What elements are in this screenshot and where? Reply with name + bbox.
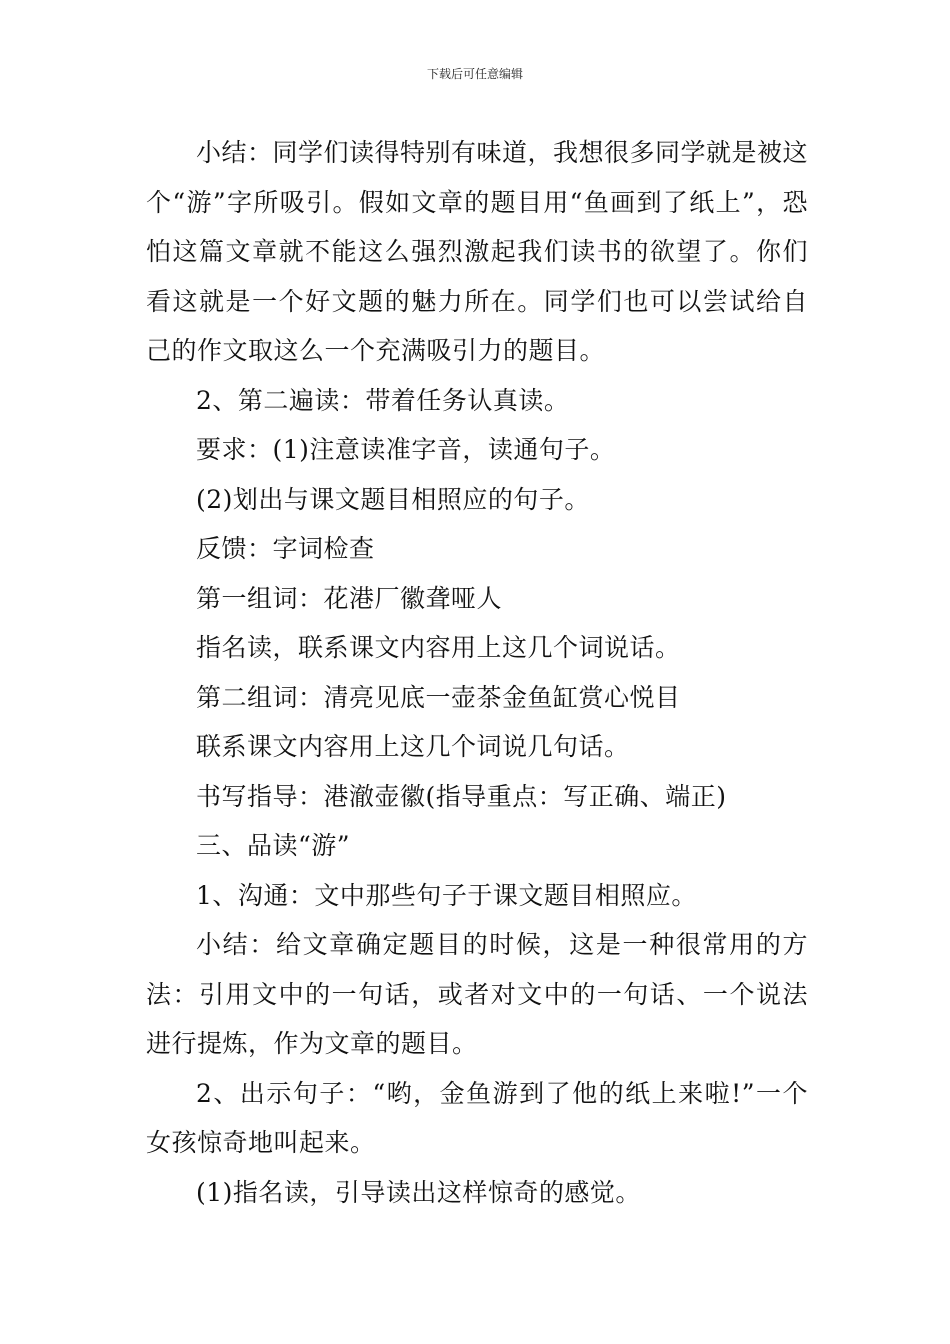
paragraph-summary-1: 小结：同学们读得特别有味道，我想很多同学就是被这个“游”字所吸引。假如文章的题目用“鱼画到了纸上”，恐怕这篇文章就不能这么强烈激起我们读书的欲望了。你们看这就是一个好文题的魅力所在。同学们也可以尝试给自己的作文取这么一个充满吸引力的题目。 [146,138,809,365]
paragraph-guided-reading: (1)指名读，引导读出这样惊奇的感觉。 [196,1177,641,1207]
section-heading-3: 三、品读“游” [196,831,351,860]
paragraph-word-group-1: 第一组词：花港厂徽聋哑人 [196,583,503,613]
page-header: 下载后可任意编辑 [426,67,523,81]
paragraph-second-reading: 2、第二遍读：带着任务认真读。 [196,385,570,415]
paragraph-requirement-2: (2)划出与课文题目相照应的句子。 [196,484,590,514]
paragraph-summary-2: 小结：给文章确定题目的时候，这是一种很常用的方法：引用文中的一句话，或者对文中的一句话、一个说法进行提炼，作为文章的题目。 [146,930,808,1058]
paragraph-writing-guidance: 书写指导：港澈壶徽(指导重点：写正确、端正) [196,781,727,811]
paragraph-named-reading: 指名读，联系课文内容用上这几个词说话。 [196,633,681,662]
paragraph-feedback: 反馈：字词检查 [196,534,375,563]
paragraph-speaking-practice: 联系课文内容用上这几个词说几句话。 [196,732,630,761]
paragraph-show-sentence: 2、出示句子：“哟，金鱼游到了他的纸上来啦!”一个女孩惊奇地叫起来。 [146,1078,808,1157]
document-body [146,128,808,1217]
paragraph-word-group-2: 第二组词：清亮见底一壶茶金鱼缸赏心悦目 [196,682,681,712]
paragraph-requirement-1: 要求：(1)注意读准字音，读通句子。 [196,435,616,464]
paragraph-communication: 1、沟通：文中那些句子于课文题目相照应。 [196,880,697,910]
